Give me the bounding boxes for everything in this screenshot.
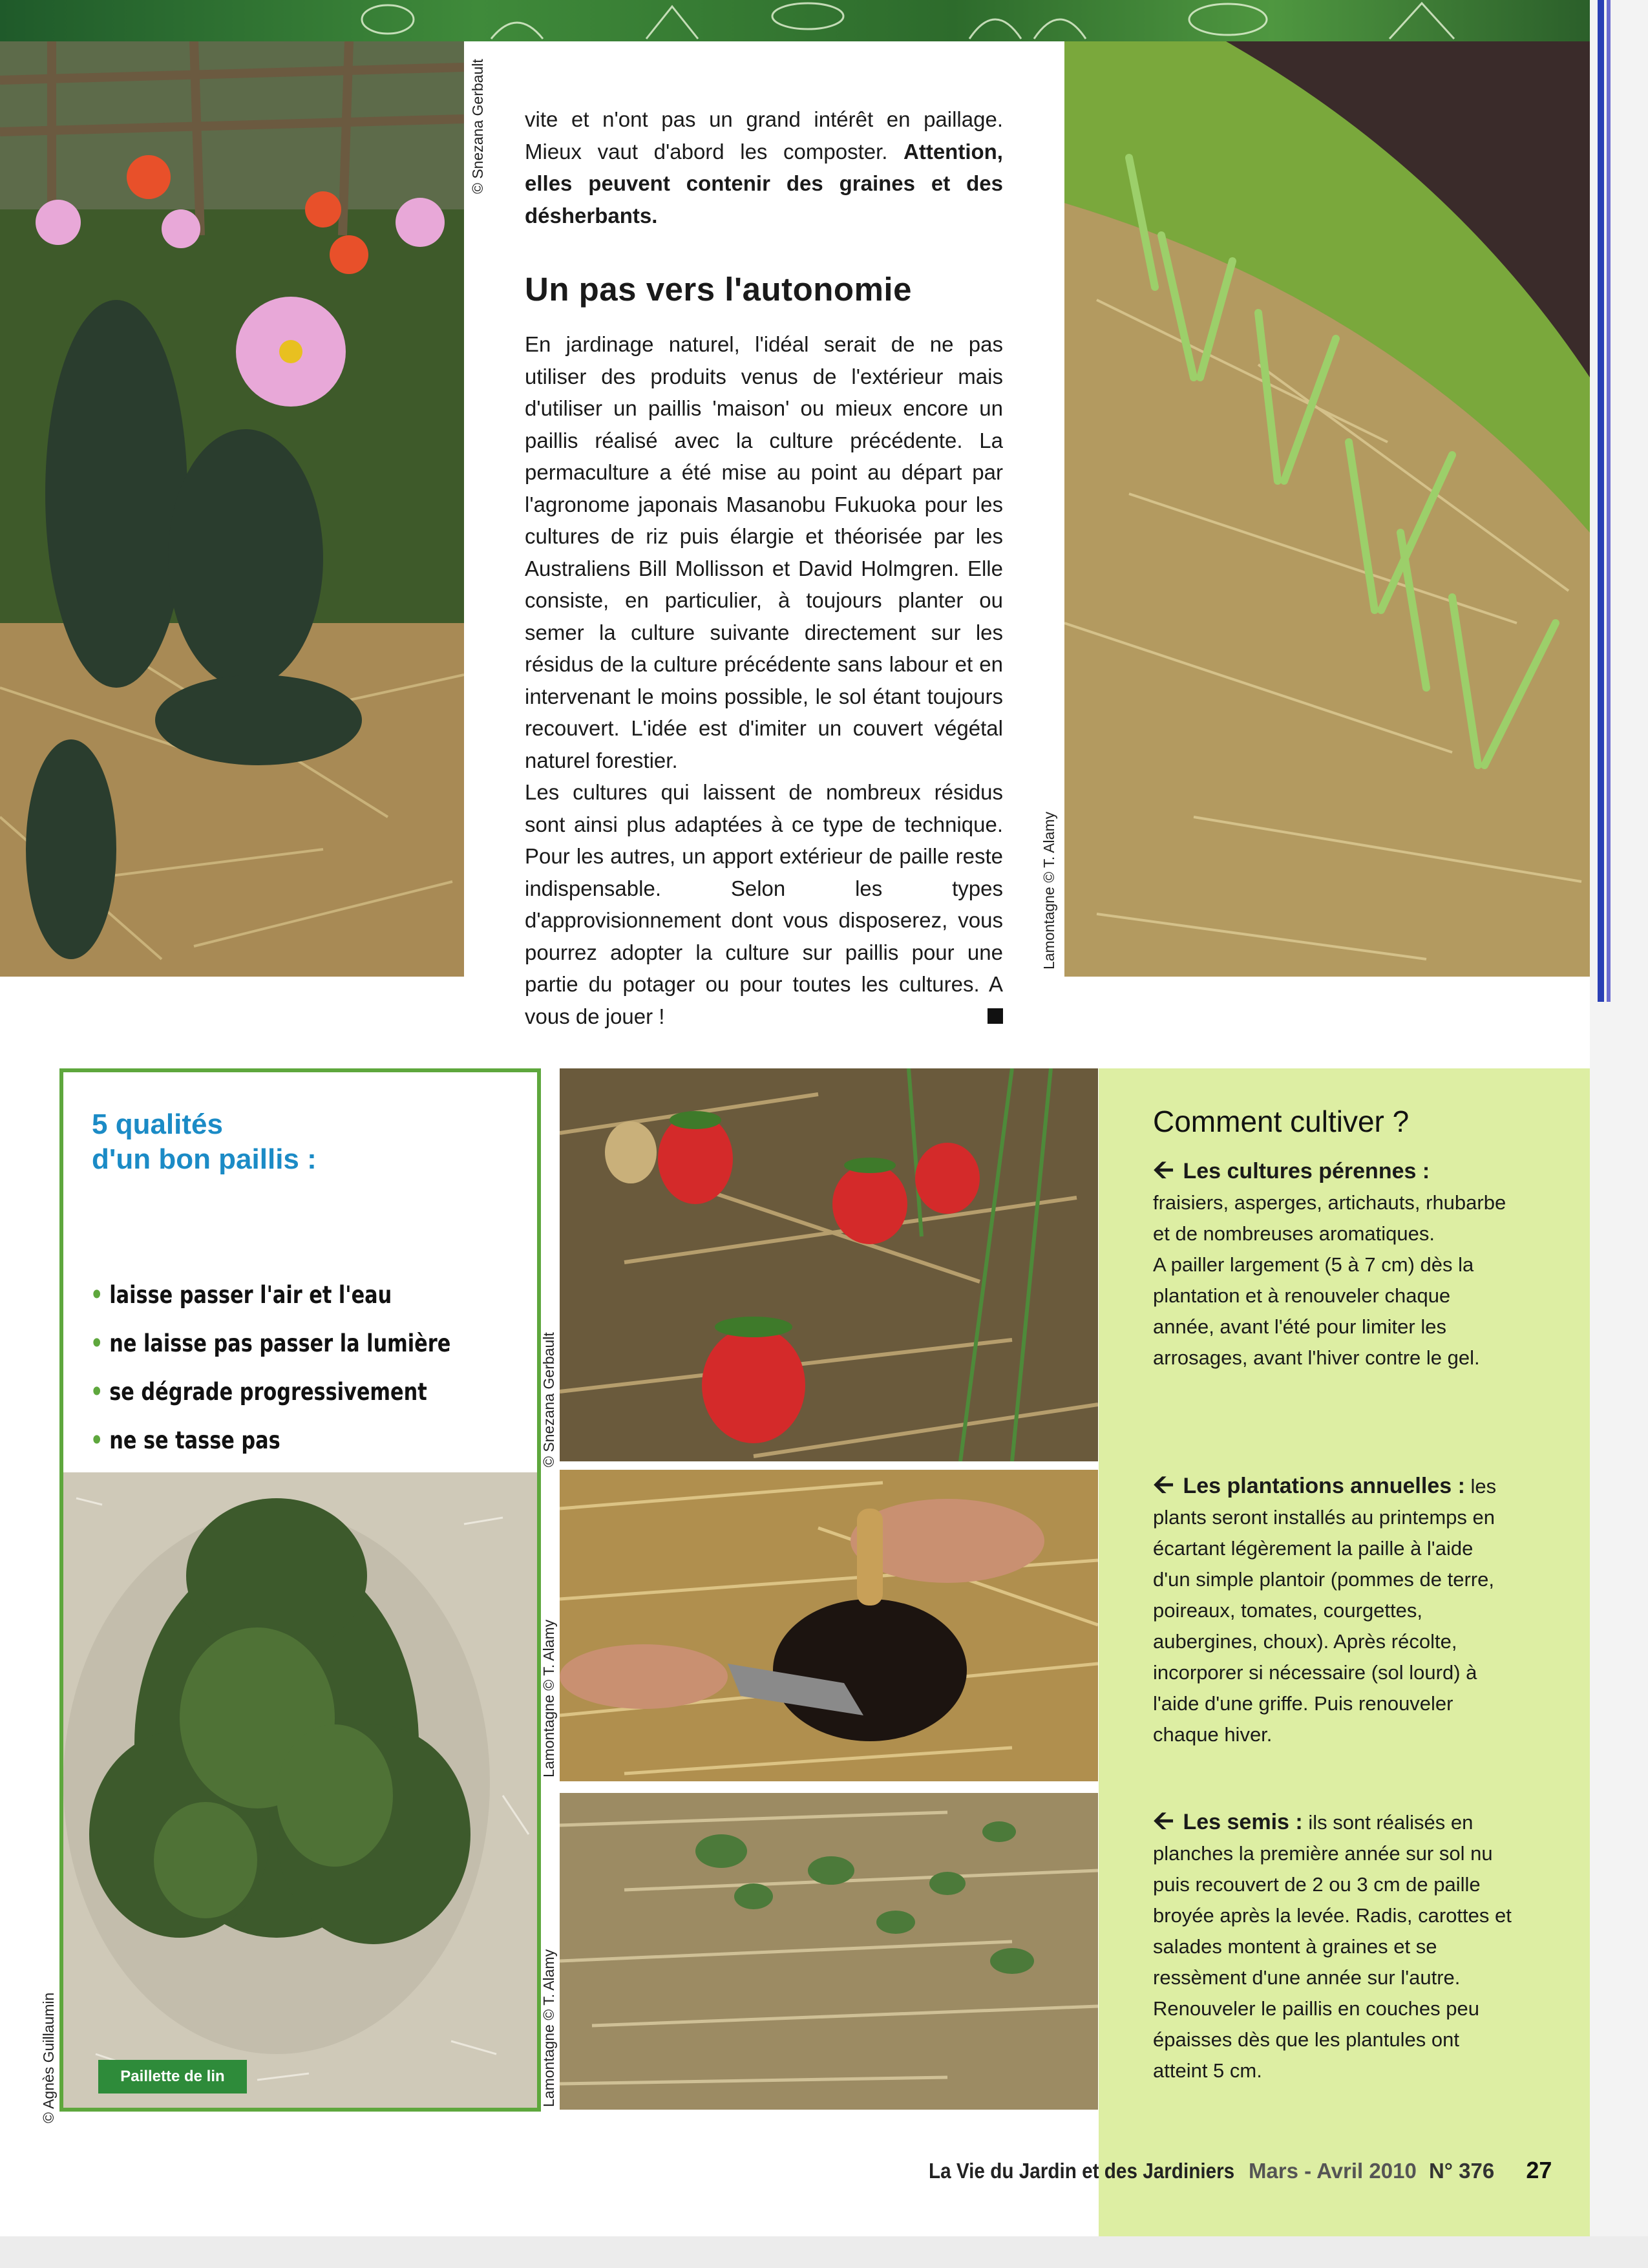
section-text: A pailler largement (5 à 7 cm) dès la plantation et à renouveler chaque année, avant l'été pour limiter les arrosages, avant l'hiver contre le gel. <box>1153 1253 1480 1369</box>
magazine-name: La Vie du Jardin et des Jardiniers <box>929 2159 1235 2183</box>
section-heading: Les plantations annuelles : <box>1183 1474 1465 1498</box>
section-heading: Les cultures pérennes : <box>1183 1159 1430 1183</box>
list-item <box>90 1328 489 1376</box>
section-text: ils sont réalisés en planches la première année sur sol nu puis recouvert de 2 ou 3 cm de paille broyée après la levée. Radis, carottes et salades montent à graines et se ressèment d'une année sur l'autre. Renouveler le paillis en couches peu épaisses dès que les plantules ont atteint 5 cm. <box>1153 1811 1512 2082</box>
section-text: les plants seront installés au printemps en écartant légèrement la paille à l'aide d'un simple plantoir (pommes de terre, poireaux, tomates, courgettes, aubergines, choux). Après récolte, incorporer si nécessaire (sol lourd) à l'aide d'une griffe. Puis renouveler chaque hiver. <box>1153 1475 1497 1746</box>
list-item-text: ne se tasse pas <box>109 1426 280 1454</box>
qualities-title-line: d'un bon paillis : <box>92 1143 317 1175</box>
arrow-left-icon: 🡨 <box>1153 1156 1174 1184</box>
list-item <box>90 1425 489 1473</box>
photo-credit: Lamontagne © T. Alamy <box>1041 811 1057 970</box>
article-intro <box>525 103 1003 231</box>
section-perennial <box>1153 1154 1515 1373</box>
photo-seedlings <box>560 1793 1098 2110</box>
qualities-title-line: 5 qualités <box>92 1108 223 1140</box>
photo-garden-kale <box>0 41 464 977</box>
article-heading: Un pas vers l'autonomie <box>525 271 912 308</box>
banner-illustration <box>0 0 1590 41</box>
intro-warning: Attention, elles peuvent contenir des graines et des désherbants. <box>525 139 1003 228</box>
bullet-icon: • <box>90 1330 103 1357</box>
top-banner <box>0 0 1590 41</box>
arrow-left-icon: 🡨 <box>1153 1807 1174 1835</box>
section-text: fraisiers, asperges, artichauts, rhubarbe et de nombreuses aromatiques. <box>1153 1191 1506 1245</box>
photo-straw-seedlings <box>1064 41 1590 977</box>
article-paragraph <box>525 776 1003 1032</box>
bottom-edge <box>0 2236 1648 2268</box>
section-annual <box>1153 1469 1515 1750</box>
photo-strawberries <box>560 1068 1098 1461</box>
edge-bar-light <box>1607 0 1611 1002</box>
photo-credit: © Snezana Gerbault <box>469 59 486 194</box>
article-body <box>525 103 1003 1032</box>
section-heading: Les semis : <box>1183 1810 1303 1834</box>
list-item-text: laisse passer l'air et l'eau <box>109 1281 392 1309</box>
bullet-icon: • <box>90 1281 103 1309</box>
paragraph-text: Les cultures qui laissent de nombreux résidus sont ainsi plus adaptées à ce type de technique. Pour les autres, un apport extérieur de paille reste indispensable. Selon les types d'approvisionnement dont vous disposerez, vous pourrez adopter la culture sur paillis pour une partie du potager ou pour toutes les cultures. A vous de jouer ! <box>525 780 1003 1028</box>
sidebar-how-to-grow <box>1099 1068 1590 2268</box>
page-footer <box>929 2157 1552 2184</box>
end-mark <box>988 1008 1003 1024</box>
sidebar-title: Comment cultiver ? <box>1153 1105 1410 1138</box>
article-paragraph: En jardinage naturel, l'idéal serait de ne pas utiliser des produits venus de l'extérieur mais d'utiliser un paillis 'maison' ou mieux encore un paillis réalisé avec la culture précédente. La permaculture a été mise au point au départ par l'agronome japonais Masanobu Fukuoka pour les cultures de riz puis élargie et théorisée par les Australiens Bill Mollisson et David Holmgren. Elle consiste, en particulier, à toujours planter ou semer la culture suivante directement sur les résidus de la culture précédente sans labour et en intervenant le moins possible, le sol étant toujours recouvert. L'idée est d'imiter un couvert végétal naturel forestier. <box>525 332 1003 772</box>
bullet-icon: • <box>90 1378 103 1406</box>
list-item-text: se dégrade progressivement <box>109 1378 427 1406</box>
bullet-icon: • <box>90 1426 103 1454</box>
edge-bar <box>1598 0 1604 1002</box>
photo-planting <box>560 1470 1098 1781</box>
list-item-text: ne laisse pas passer la lumière <box>109 1330 451 1357</box>
section-sowing <box>1153 1805 1515 2086</box>
photo-credit: © Snezana Gerbault <box>540 1332 557 1467</box>
issue-date: Mars - Avril 2010 <box>1248 2159 1417 2183</box>
page-edge <box>1590 0 1648 2268</box>
photo-caption-badge: Paillette de lin <box>98 2060 247 2093</box>
arrow-left-icon: 🡨 <box>1153 1470 1174 1499</box>
issue-number: N° 376 <box>1428 2159 1495 2183</box>
photo-credit: Lamontagne © T. Alamy <box>540 1619 557 1777</box>
photo-spinach-flax <box>59 1472 541 2112</box>
list-item <box>90 1376 489 1425</box>
intro-text: vite et n'ont pas un grand intérêt en paillage. Mieux vaut d'abord les composter. <box>525 107 1003 164</box>
photo-credit: Lamontagne © T. Alamy <box>540 1949 557 2107</box>
qualities-box <box>59 1068 541 1472</box>
page-number: 27 <box>1526 2157 1552 2183</box>
qualities-title <box>92 1107 317 1177</box>
list-item <box>90 1279 489 1328</box>
photo-credit: © Agnès Guillaumin <box>40 1992 57 2123</box>
